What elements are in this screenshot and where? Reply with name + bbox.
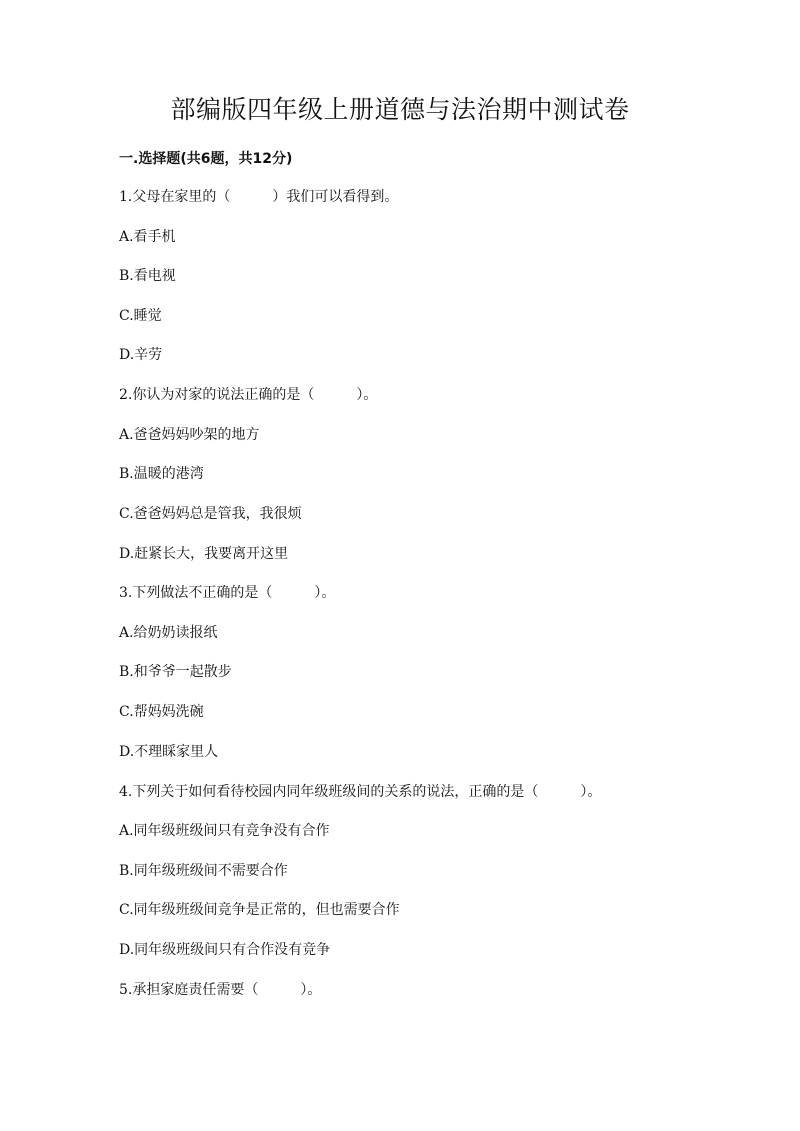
question-5: 5.承担家庭责任需要（ ）。 [119,982,322,998]
question-4-option-d: D.同年级班级间只有合作没有竞争 [119,942,331,958]
question-1: 1.父母在家里的（ ）我们可以看得到。 [119,189,399,205]
question-1-option-b: B.看电视 [119,268,176,284]
question-4-option-a: A.同年级班级间只有竞争没有合作 [119,823,330,839]
question-4: 4.下列关于如何看待校园内同年级班级间的关系的说法，正确的是（ ）。 [119,784,602,800]
question-2-option-c: C.爸爸妈妈总是管我，我很烦 [119,506,302,522]
question-1-option-d: D.辛劳 [119,347,163,363]
exam-title: 部编版四年级上册道德与法治期中测试卷 [170,95,630,124]
question-2-option-b: B.温暖的港湾 [119,466,204,482]
question-4-option-c: C.同年级班级间竞争是正常的，但也需要合作 [119,902,400,918]
question-3-option-d: D.不理睬家里人 [119,744,219,760]
question-2: 2.你认为对家的说法正确的是（ ）。 [119,387,378,403]
question-3-option-c: C.帮妈妈洗碗 [119,704,204,720]
question-3-option-a: A.给奶奶读报纸 [119,625,218,641]
question-3: 3.下列做法不正确的是（ ）。 [119,585,336,601]
section-heading: 一.选择题(共6题，共12分) [119,151,293,167]
question-2-option-d: D.赶紧长大，我要离开这里 [119,546,289,562]
question-2-option-a: A.爸爸妈妈吵架的地方 [119,427,260,443]
question-3-option-b: B.和爷爷一起散步 [119,664,232,680]
question-1-option-a: A.看手机 [119,229,176,245]
question-1-option-c: C.睡觉 [119,308,162,324]
question-4-option-b: B.同年级班级间不需要合作 [119,863,288,879]
